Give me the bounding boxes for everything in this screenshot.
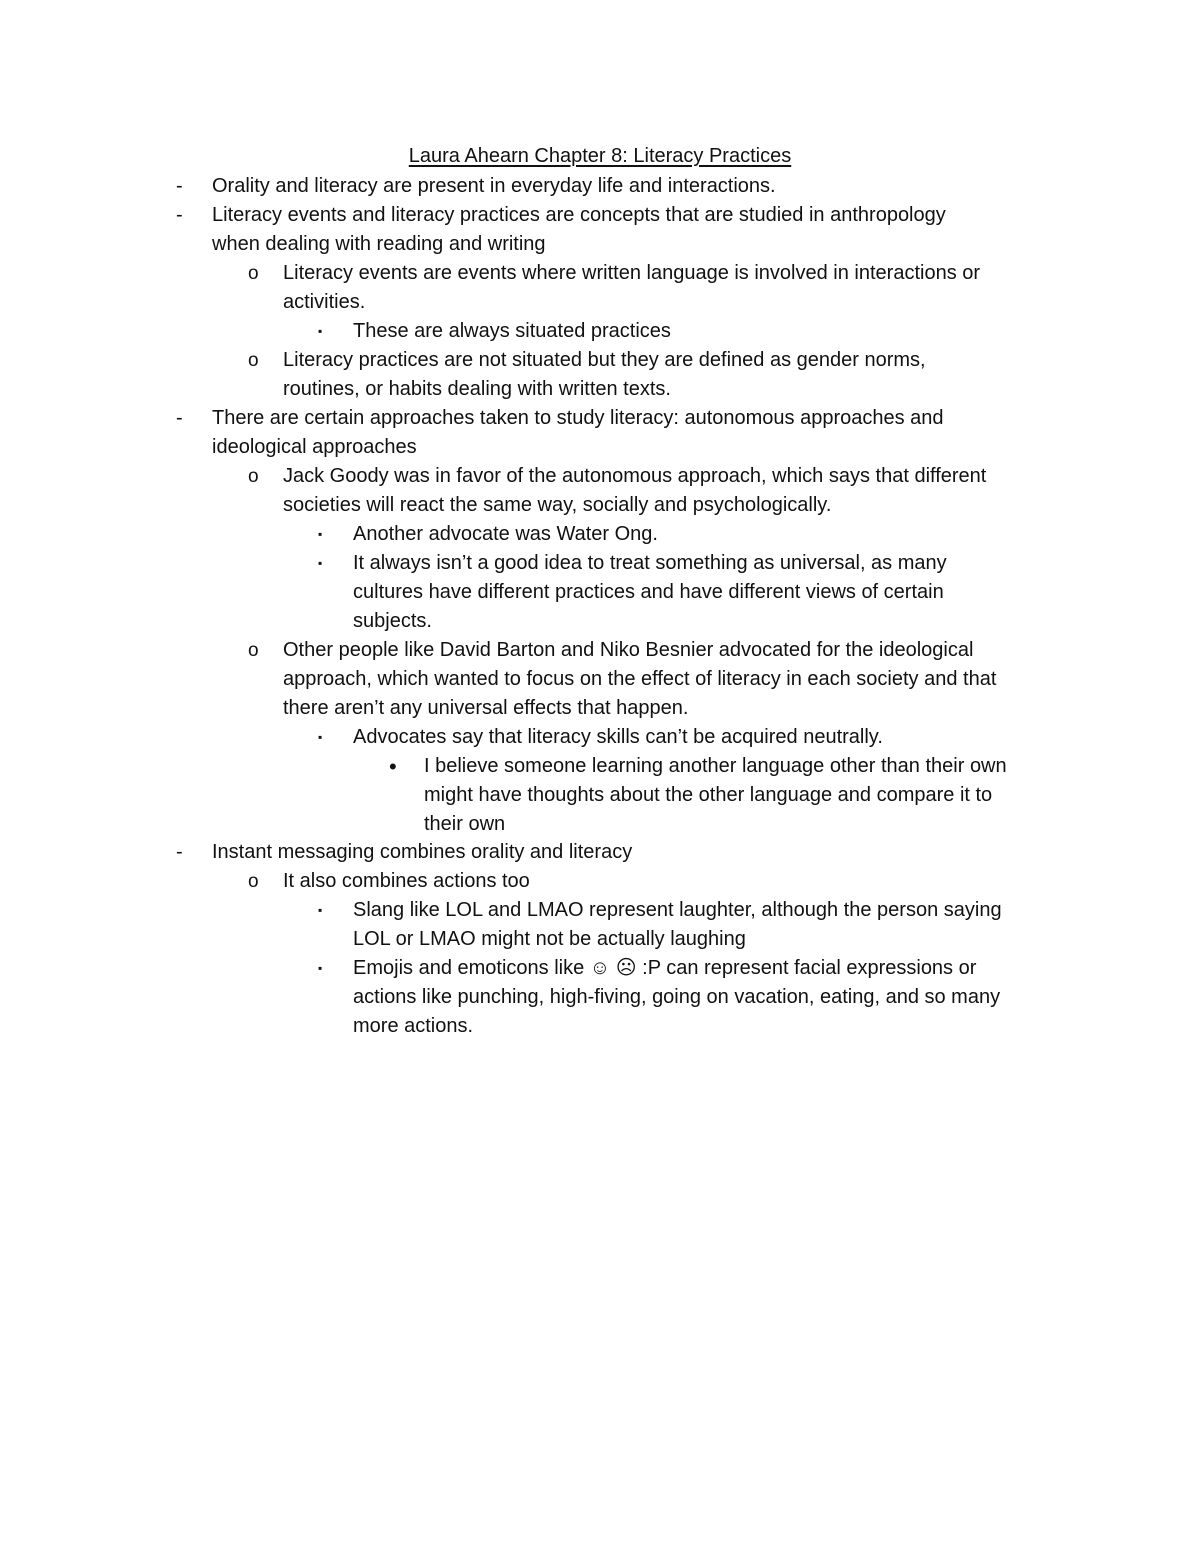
outline-line: societies will react the same way, socially and psychologically. bbox=[283, 494, 832, 516]
outline-line: Instant messaging combines orality and literacy bbox=[212, 841, 633, 863]
outline-line: actions like punching, high-fiving, going on vacation, eating, and so many bbox=[353, 986, 1001, 1008]
square-marker: ▪ bbox=[318, 527, 323, 541]
outline-line: Slang like LOL and LMAO represent laughter, although the person saying bbox=[353, 899, 1002, 921]
outline-line: routines, or habits dealing with written texts. bbox=[283, 378, 671, 400]
outline-line: Orality and literacy are present in everyday life and interactions. bbox=[212, 175, 776, 197]
outline-line: Jack Goody was in favor of the autonomous approach, which says that different bbox=[283, 465, 987, 487]
outline-line: more actions. bbox=[353, 1015, 474, 1037]
outline-line: when dealing with reading and writing bbox=[212, 233, 546, 255]
outline-line: These are always situated practices bbox=[353, 320, 671, 342]
outline-line: There are certain approaches taken to study literacy: autonomous approaches and bbox=[212, 407, 944, 429]
circle-marker: o bbox=[248, 640, 259, 661]
dash-marker: - bbox=[176, 841, 183, 863]
outline-line: I believe someone learning another language other than their own bbox=[424, 755, 1007, 777]
outline-line: LOL or LMAO might not be actually laughing bbox=[353, 928, 746, 950]
outline-line: Another advocate was Water Ong. bbox=[353, 523, 658, 545]
outline-line: It always isn’t a good idea to treat something as universal, as many bbox=[353, 552, 947, 574]
outline-line: cultures have different practices and have different views of certain bbox=[353, 581, 944, 603]
bullet-marker: • bbox=[389, 754, 397, 779]
document-title: Laura Ahearn Chapter 8: Literacy Practices bbox=[408, 145, 792, 167]
dash-marker: - bbox=[176, 175, 183, 197]
outline-line: Emojis and emoticons like ☺ ☹ :P can represent facial expressions or bbox=[353, 957, 977, 979]
outline-line: might have thoughts about the other language and compare it to bbox=[424, 784, 993, 806]
outline-line: there aren’t any universal effects that happen. bbox=[283, 697, 689, 719]
square-marker: ▪ bbox=[318, 556, 323, 570]
circle-marker: o bbox=[248, 466, 259, 487]
dash-marker: - bbox=[176, 204, 183, 226]
outline-line: Literacy events are events where written language is involved in interactions or bbox=[283, 262, 981, 284]
outline-line: It also combines actions too bbox=[283, 870, 530, 892]
square-marker: ▪ bbox=[318, 903, 323, 917]
outline-line: approach, which wanted to focus on the effect of literacy in each society and that bbox=[283, 668, 997, 690]
square-marker: ▪ bbox=[318, 961, 323, 975]
outline-line: Literacy practices are not situated but they are defined as gender norms, bbox=[283, 349, 926, 371]
square-marker: ▪ bbox=[318, 730, 323, 744]
outline-line: Literacy events and literacy practices are concepts that are studied in anthropology bbox=[212, 204, 946, 226]
outline-line: Other people like David Barton and Niko Besnier advocated for the ideological bbox=[283, 639, 974, 661]
circle-marker: o bbox=[248, 263, 259, 284]
circle-marker: o bbox=[248, 871, 259, 892]
circle-marker: o bbox=[248, 350, 259, 371]
outline-line: activities. bbox=[283, 291, 366, 313]
square-marker: ▪ bbox=[318, 324, 323, 338]
outline-line: their own bbox=[424, 813, 506, 835]
dash-marker: - bbox=[176, 407, 183, 429]
outline-line: Advocates say that literacy skills can’t be acquired neutrally. bbox=[353, 726, 883, 748]
outline-line: ideological approaches bbox=[212, 436, 417, 458]
outline-line: subjects. bbox=[353, 610, 432, 632]
